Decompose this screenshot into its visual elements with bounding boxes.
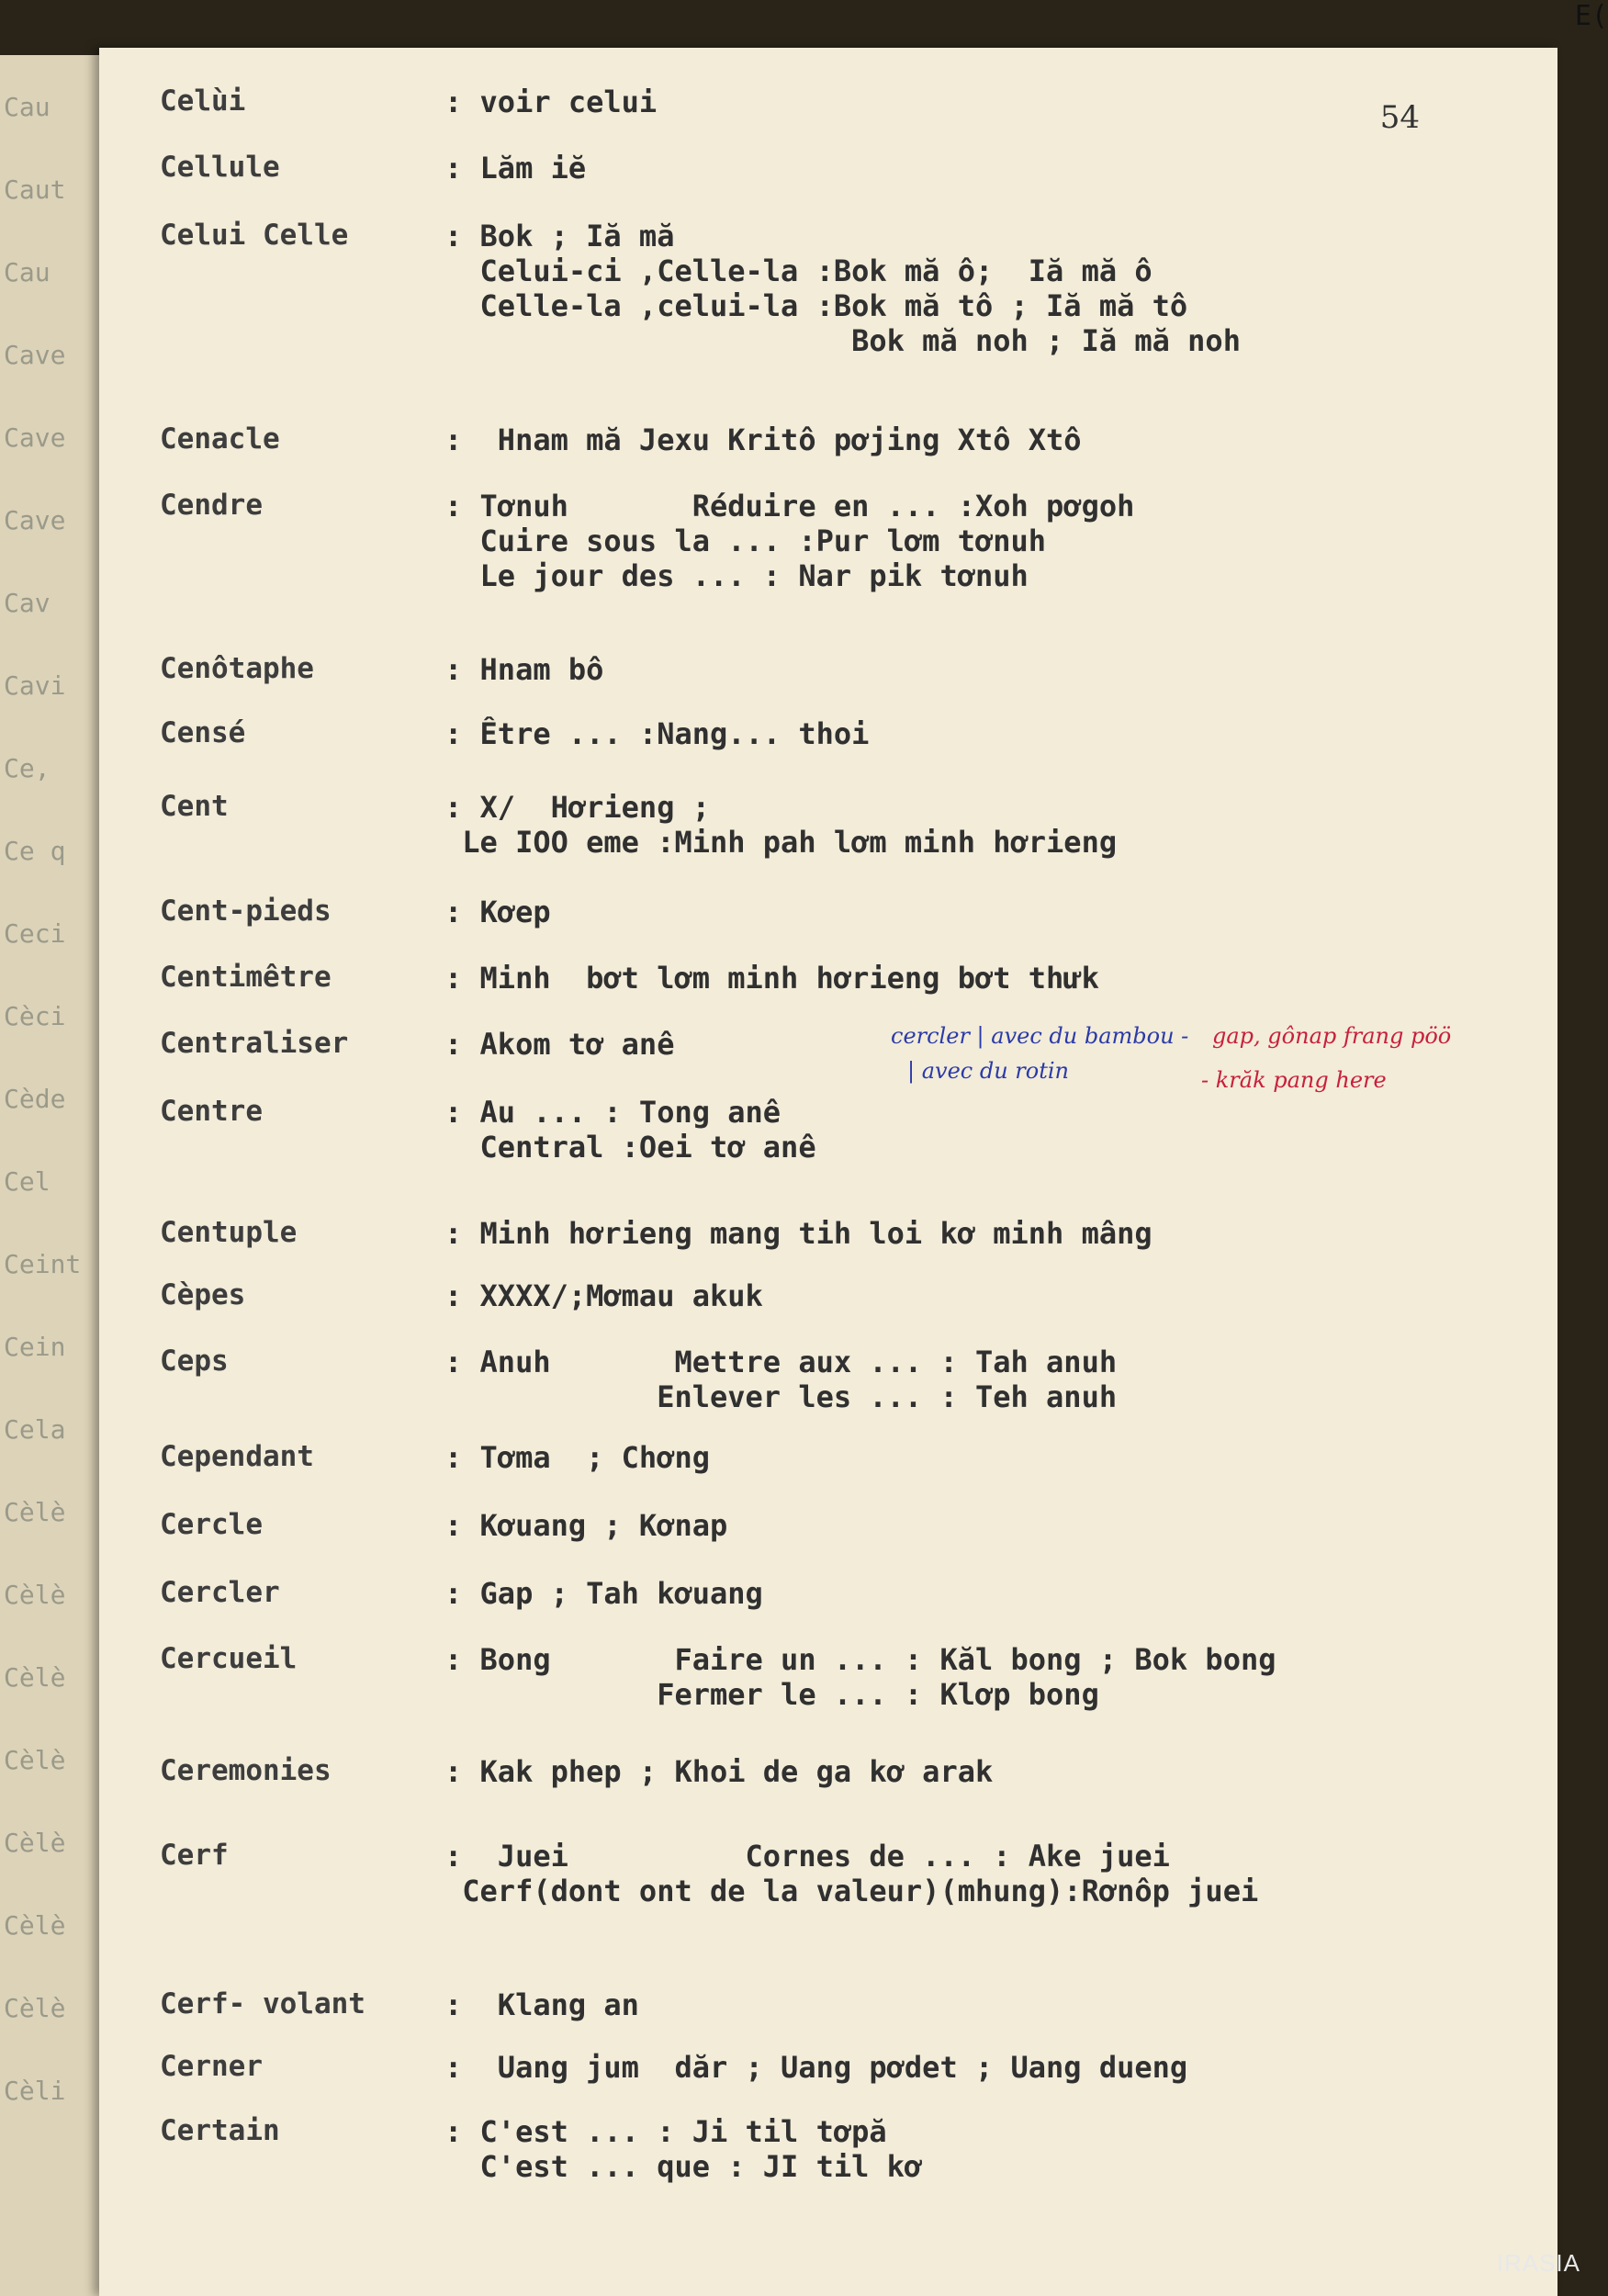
entry-definition-line: : Uang jum dăr ; Uang pơdet ; Uang dueng <box>444 2050 1188 2085</box>
page-number: 54 <box>1379 99 1420 136</box>
edge-letter: Cela <box>4 1414 66 1445</box>
edge-letter: Cède <box>4 1084 66 1114</box>
entry-headword: Cerner <box>160 2050 263 2083</box>
edge-letter: Ceint <box>4 1249 82 1279</box>
entry-definition-line: : Kơep <box>444 895 551 929</box>
entry-definition-line: Central :Oei tơ anê <box>444 1130 816 1165</box>
edge-letter: Cel <box>4 1166 51 1197</box>
edge-letter: Cèlè <box>4 1828 66 1858</box>
entry-headword: Centimêtre <box>160 961 332 994</box>
edge-letter: Cau <box>4 92 51 122</box>
edge-letter: Cavi <box>4 670 66 701</box>
entry-definition-line: Fermer le ... : Klơp bong <box>444 1677 1099 1712</box>
entry-definition-line: : voir celui <box>444 84 658 119</box>
edge-letter: Cèli <box>4 2076 66 2106</box>
edge-letter: Ce, <box>4 753 51 783</box>
entry-definition-line: : Bok ; Iă mă <box>444 219 675 253</box>
entry-definition-line: : Tơma ; Chơng <box>444 1440 710 1475</box>
entry-definition-line: Bok mă noh ; Iă mă noh <box>444 323 1241 358</box>
entry-headword: Cent-pieds <box>160 895 332 928</box>
entry-headword: Cent <box>160 790 229 823</box>
edge-letter: Cèlè <box>4 1910 66 1941</box>
handwritten-annotation-red-2: - krăk pang here <box>1201 1067 1387 1093</box>
entry-definition-line: Le jour des ... : Nar pik tơnuh <box>444 558 1029 593</box>
edge-letter: Caut <box>4 174 66 205</box>
edge-letter: Cèlè <box>4 1745 66 1775</box>
entry-definition-line: : Gap ; Tah kơuang <box>444 1576 763 1611</box>
entry-definition-line: Celui-ci ,Celle-la :Bok mă ô; Iă mă ô <box>444 253 1153 288</box>
underlying-page-edge <box>0 55 112 2296</box>
entry-headword: Certain <box>160 2114 280 2147</box>
entry-headword: Cellule <box>160 151 280 184</box>
edge-letter: Cèlè <box>4 1993 66 2023</box>
entry-headword: Cenôtaphe <box>160 652 314 685</box>
edge-letter: Cèci <box>4 1001 66 1031</box>
entry-definition-line: : Juei Cornes de ... : Ake juei <box>444 1839 1170 1874</box>
document-page <box>99 48 1557 2296</box>
entry-definition-line: : Hnam mă Jexu Kritô pơjing Xtô Xtô <box>444 422 1082 457</box>
edge-letter: Ceci <box>4 918 66 949</box>
handwritten-annotation-red-1: gap, gônap frang pöö <box>1212 1023 1452 1049</box>
entry-definition-line: : Tơnuh Réduire en ... :Xoh pơgoh <box>444 489 1135 523</box>
entry-definition-line: : Minh hơrieng mang tih loi kơ minh mâng <box>444 1216 1153 1251</box>
entry-headword: Cenacle <box>160 422 280 456</box>
handwritten-annotation-blue-2: | avec du rotin <box>907 1058 1070 1084</box>
edge-letter: Cèlè <box>4 1497 66 1527</box>
edge-letter: Cave <box>4 505 66 535</box>
entry-definition-line: : Klang an <box>444 1987 639 2022</box>
entry-definition-line: : Lăm iĕ <box>444 151 587 186</box>
entry-definition-line: C'est ... que : JI til kơ <box>444 2149 923 2184</box>
entry-definition-line: : Bong Faire un ... : Kăl bong ; Bok bong <box>444 1642 1276 1677</box>
watermark: IRASIA <box>1496 2249 1580 2277</box>
entry-definition-line: : Akom tơ anê <box>444 1027 675 1062</box>
entry-headword: Censé <box>160 716 246 749</box>
entry-definition-line: : Hnam bô <box>444 652 604 687</box>
entry-headword: Celui Celle <box>160 219 349 252</box>
entry-definition-line: : Anuh Mettre aux ... : Tah anuh <box>444 1345 1118 1379</box>
entry-definition-line: Cuire sous la ... :Pur lơm tơnuh <box>444 523 1047 558</box>
entry-headword: Centre <box>160 1095 263 1128</box>
entry-headword: Cependant <box>160 1440 314 1473</box>
edge-letter: Cav <box>4 588 51 618</box>
entry-definition-line: Celle-la ,celui-la :Bok mă tô ; Iă mă tô <box>444 288 1188 323</box>
entry-definition-line: : Minh bơt lơm minh hơrieng bơt thưk <box>444 961 1099 996</box>
entry-headword: Cerf <box>160 1839 229 1872</box>
entry-definition-line: : XXXX/;Mơmau akuk <box>444 1278 763 1313</box>
entry-definition-line: Le IOO eme :Minh pah lơm minh hơrieng <box>444 825 1118 860</box>
entry-definition-line: : Au ... : Tong anê <box>444 1095 782 1130</box>
top-edge-mark: E( <box>1574 0 1608 32</box>
entry-headword: Cercler <box>160 1576 280 1609</box>
entry-headword: Centuple <box>160 1216 298 1249</box>
entry-headword: Cendre <box>160 489 263 522</box>
edge-letter: Cau <box>4 257 51 287</box>
entry-headword: Cèpes <box>160 1278 246 1311</box>
entry-headword: Centraliser <box>160 1027 349 1060</box>
edge-letter: Cèlè <box>4 1580 66 1610</box>
handwritten-annotation-blue-1: cercler | avec du bambou - <box>891 1023 1189 1049</box>
entry-headword: Celùi <box>160 84 246 118</box>
entry-definition-line: : C'est ... : Ji til tơpă <box>444 2114 887 2149</box>
entry-headword: Ceps <box>160 1345 229 1378</box>
entry-definition-line: : X/ Hơrieng ; <box>444 790 710 825</box>
entry-headword: Cerf- volant <box>160 1987 365 2020</box>
entry-headword: Ceremonies <box>160 1754 332 1787</box>
edge-letter: Cein <box>4 1332 66 1362</box>
edge-letter: Cave <box>4 422 66 453</box>
edge-letter: Cèlè <box>4 1662 66 1693</box>
entry-headword: Cercueil <box>160 1642 298 1675</box>
entry-headword: Cercle <box>160 1508 263 1541</box>
entry-definition-line: Enlever les ... : Teh anuh <box>444 1379 1118 1414</box>
entry-definition-line: : Kak phep ; Khoi de ga kơ arak <box>444 1754 994 1789</box>
edge-letter: Ce q <box>4 836 66 866</box>
entry-definition-line: : Être ... :Nang... thoi <box>444 716 870 751</box>
edge-letter: Cave <box>4 340 66 370</box>
entry-definition-line: Cerf(dont ont de la valeur)(mhung):Rơnôp juei <box>444 1874 1259 1908</box>
entry-definition-line: : Kơuang ; Kơnap <box>444 1508 728 1543</box>
